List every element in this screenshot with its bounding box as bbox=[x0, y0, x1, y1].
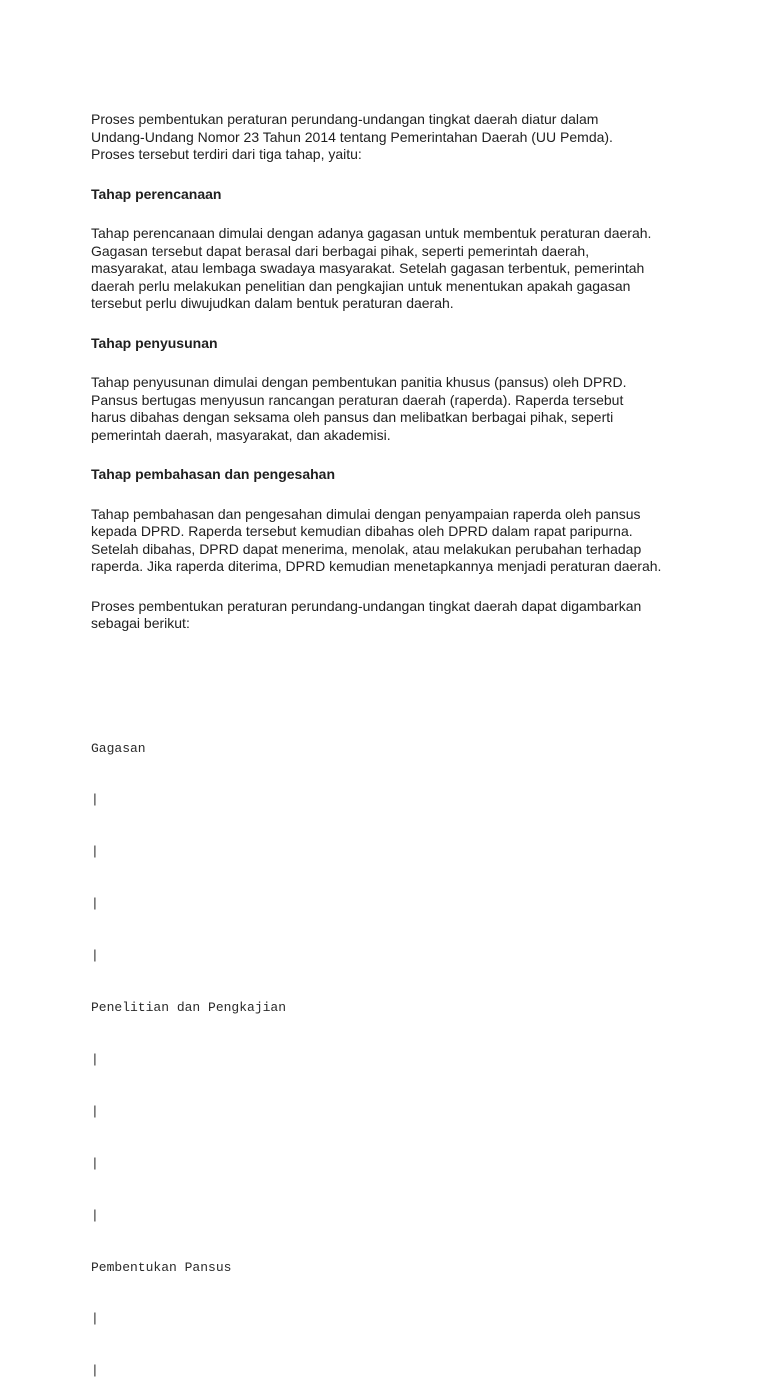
flow-connector: | bbox=[91, 1363, 99, 1379]
section-body-pembahasan: Tahap pembahasan dan pengesahan dimulai dengan penyampaian raperda oleh pansus kepada DPRD. Raperda tersebut kemudian dibahas oleh DPRD dalam rapat paripurna. Setelah dibahas, DPRD dapat menerima, menolak, atau melakukan perubahan terhadap raperda. Jika raperda diterima, DPRD kemudian menetapkannya menjadi peraturan daerah. bbox=[91, 505, 662, 574]
section-body-penyusunan: Tahap penyusunan dimulai dengan pembentukan panitia khusus (pansus) oleh DPRD. Pansus bertugas menyusun rancangan peraturan daerah (raperda). Raperda tersebut harus dibahas dengan seksama oleh pansus dan melibatkan berbagai pihak, seperti pemerintah daerah, masyarakat, dan akademisi. bbox=[91, 374, 627, 443]
flow-step-pansus: Pembentukan Pansus bbox=[91, 1259, 232, 1275]
process-flow-diagram bbox=[91, 705, 286, 1397]
section-heading-penyusunan: Tahap penyusunan bbox=[91, 334, 218, 351]
intro-paragraph: Proses pembentukan peraturan perundang-undangan tingkat daerah diatur dalam Undang-Undang Nomor 23 Tahun 2014 tentang Pemerintahan Daerah (UU Pemda). Proses tersebut terdiri dari tiga tahap, yaitu: bbox=[91, 111, 613, 162]
flow-connector: | bbox=[91, 844, 99, 860]
flow-connector: | bbox=[91, 1051, 99, 1067]
flow-step-gagasan: Gagasan bbox=[91, 740, 146, 756]
section-heading-pembahasan: Tahap pembahasan dan pengesahan bbox=[91, 466, 336, 482]
document-body bbox=[91, 111, 691, 633]
flow-connector: | bbox=[91, 1207, 99, 1223]
section-body-perencanaan: Tahap perencanaan dimulai dengan adanya gagasan untuk membentuk peraturan daerah. Gagasan tersebut dapat berasal dari berbagai pihak, seperti pemerintah daerah, masyarakat, atau lembaga swadaya masyarakat. Setelah gagasan terbentuk, pemerintah daerah perlu melakukan penelitian dan pengkajian untuk menentukan apakah gagasan tersebut perlu diwujudkan dalam bentuk peraturan daerah. bbox=[91, 225, 652, 311]
flow-connector: | bbox=[91, 1311, 99, 1327]
flow-connector: | bbox=[91, 792, 99, 808]
flow-connector: | bbox=[91, 896, 99, 912]
closing-paragraph: Proses pembentukan peraturan perundang-undangan tingkat daerah dapat digambarkan sebagai berikut: bbox=[91, 597, 642, 631]
flow-step-penelitian: Penelitian dan Pengkajian bbox=[91, 1000, 287, 1016]
section-heading-perencanaan: Tahap perencanaan bbox=[91, 185, 222, 202]
flow-connector: | bbox=[91, 1103, 99, 1119]
flow-connector: | bbox=[91, 1155, 99, 1171]
flow-connector: | bbox=[91, 948, 99, 964]
